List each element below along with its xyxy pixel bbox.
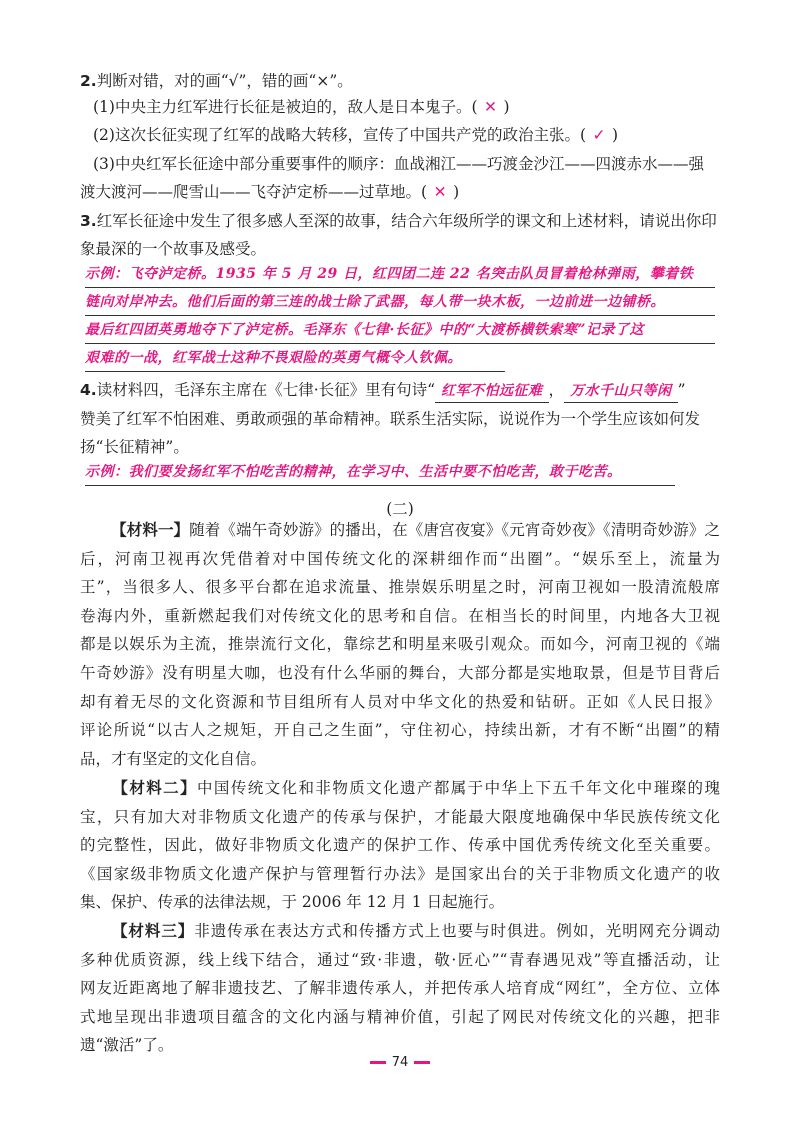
q2-item-3-cont: [80, 181, 720, 203]
q4-line-3: 扬“长征精神”。: [80, 438, 189, 456]
q3-answer-line-1: 示例：飞夺泸定桥。1935 年 5 月 29 日，红四团二连 22 名突击队员冒着枪林弹雨，攀着铁: [85, 262, 715, 288]
q3-stem-line-1: [80, 210, 720, 232]
material-1-line: 品，才有坚定的文化自信。: [80, 749, 267, 768]
q3-answer-line-3: 最后红四团英勇地夺下了泸定桥。毛泽东《七律·长征》中的“大渡桥横铁索寒”记录了这: [85, 318, 715, 344]
q4-blank-2: 万水千山只等闲: [564, 380, 678, 403]
q4-sep: ，: [548, 381, 565, 399]
material-1-line: 随着《端午奇妙游》的播出，在《唐宫夜宴》《元宵奇妙夜》《清明奇妙游》之: [189, 521, 720, 539]
material-3-label: 【材料三】: [111, 922, 195, 940]
material-2-label: 【材料二】: [111, 779, 197, 797]
check-mark-icon: ✓: [592, 126, 606, 144]
q3-answer-line-4: 艰难的一战，红军战士这种不畏艰险的英勇气概令人钦佩。: [85, 346, 505, 372]
q3-stem-line-2: [80, 238, 720, 260]
cross-mark-icon: ✕: [433, 183, 447, 201]
material-2-line: 宝，只有加大对非物质文化遗产的传承与保护，才能最大限度地确保中华民族传统文化: [80, 807, 720, 826]
material-2-line: 《国家级非物质文化遗产保护与管理暂行办法》是国家出台的关于非物质文化遗产的收: [80, 864, 720, 883]
material-1-line: 却有着无尽的文化资源和节目组所有人员对中华文化的热爱和钻研。正如《人民日报》: [80, 692, 720, 711]
page-number-right-bar: [414, 1061, 430, 1064]
q3-stem-text-1: 红军长征途中发生了很多感人至深的故事，结合六年级所学的课文和上述材料，请说出你印: [96, 212, 717, 230]
q2-item-3-cont-text: 渡大渡河——爬雪山——飞夺泸定桥——过草地。(: [80, 183, 428, 201]
section-title: (二): [386, 500, 414, 518]
q2-item-1: [93, 96, 733, 118]
q2-item-1-close: ): [503, 98, 510, 116]
q3-stem-text-2: 象最深的一个故事及感受。: [80, 240, 267, 258]
q3-number: 3.: [80, 212, 97, 230]
q4-stem-b: ”: [677, 381, 686, 399]
material-1-line: 后，河南卫视再次凭借着对中国传统文化的深耕细作而“出圈”。“娱乐至上，流量为: [80, 549, 720, 568]
q2-item-3: [93, 153, 733, 175]
material-3-line: 多种优质资源，线上线下结合，通过“致·非遗，敬·匠心”“青春遇见戏”等直播活动，让: [80, 950, 720, 969]
material-3-line: 网友近距离地了解非遗技艺、了解非遗传承人，并把传承人培育成“网红”，全方位、立体: [80, 979, 720, 998]
q4-stem-a: 读材料四，毛泽东主席在《七律·长征》里有句诗“: [96, 381, 436, 399]
q3-answer-line-2: 链向对岸冲去。他们后面的第三连的战士除了武器，每人带一块木板，一边前进一边铺桥。: [85, 290, 715, 316]
q2-item-3-text: (3)中央红军长征途中部分重要事件的顺序：血战湘江——巧渡金沙江——四渡赤水——强: [93, 155, 704, 173]
material-1-line: 午奇妙游》没有明星大咖，也没有什么华丽的舞台，大部分都是实地取景，但是节目背后: [80, 663, 720, 682]
material-2-line: 中国传统文化和非物质文化遗产都属于中华上下五千年文化中璀璨的瑰: [197, 779, 720, 797]
page-number-text: 74: [391, 1055, 409, 1070]
cross-mark-icon: ✕: [484, 98, 498, 116]
q2-item-3-close: ): [453, 183, 460, 201]
material-2-line: 的完整性，因此，做好非物质文化遗产的保护工作、传承中国优秀传统文化至关重要。: [80, 836, 720, 855]
q4-answer-line: 示例：我们要发扬红军不怕吃苦的精神，在学习中、生活中要不怕吃苦，敢于吃苦。: [85, 460, 675, 486]
q2-stem-text: 判断对错，对的画“√”，错的画“×”。: [96, 72, 353, 90]
q2-item-2: [93, 124, 733, 146]
material-1-line: 评论所说“以古人之规矩，开自己之生面”，守住初心，持续出新，才有不断“出圈”的精: [80, 721, 720, 740]
material-1-line: 王”，当很多人、很多平台都在追求流量、推崇娱乐明星之时，河南卫视如一股清流般席: [80, 578, 720, 597]
material-2-line: 集、保护、传承的法律法规，于 2006 年 12 月 1 日起施行。: [80, 893, 505, 912]
q2-number: 2.: [80, 72, 97, 90]
material-1-line: 都是以娱乐为主流，推崇流行文化，靠综艺和明星来吸引观众。而如今，河南卫视的《端: [80, 635, 720, 654]
q4-line-2: 赞美了红军不怕困难、勇敢顽强的革命精神。联系生活实际，说说作为一个学生应该如何发: [80, 410, 701, 428]
q2-item-2-close: ): [612, 126, 619, 144]
page-number-left-bar: [370, 1061, 386, 1064]
q2-stem: [80, 70, 720, 92]
q4-blank-1: 红军不怕远征难: [435, 380, 549, 403]
q2-item-1-text: (1)中央主力红军进行长征是被迫的，敌人是日本鬼子。(: [93, 98, 478, 116]
material-3-line: 遗“激活”了。: [80, 1036, 174, 1055]
material-1-label: 【材料一】: [111, 521, 190, 539]
material-1-line: 卷海内外，重新燃起我们对传统文化的思考和自信。在相当长的时间里，内地各大卫视: [80, 606, 720, 625]
q4-number: 4.: [80, 381, 97, 399]
q2-item-2-text: (2)这次长征实现了红军的战略大转移，宣传了中国共产党的政治主张。(: [93, 126, 587, 144]
material-3: [80, 917, 720, 1060]
material-3-line: 非遗传承在表达方式和传播方式上也要与时俱进。例如，光明网充分调动: [194, 922, 720, 940]
material-2: [80, 774, 720, 917]
q4-line-1: [80, 379, 720, 403]
material-1: [80, 516, 720, 773]
page-number: [0, 1055, 800, 1070]
material-3-line: 式地呈现出非遗项目蕴含的文化内涵与精神价值，引起了网民对传统文化的兴趣，把非: [80, 1007, 720, 1026]
